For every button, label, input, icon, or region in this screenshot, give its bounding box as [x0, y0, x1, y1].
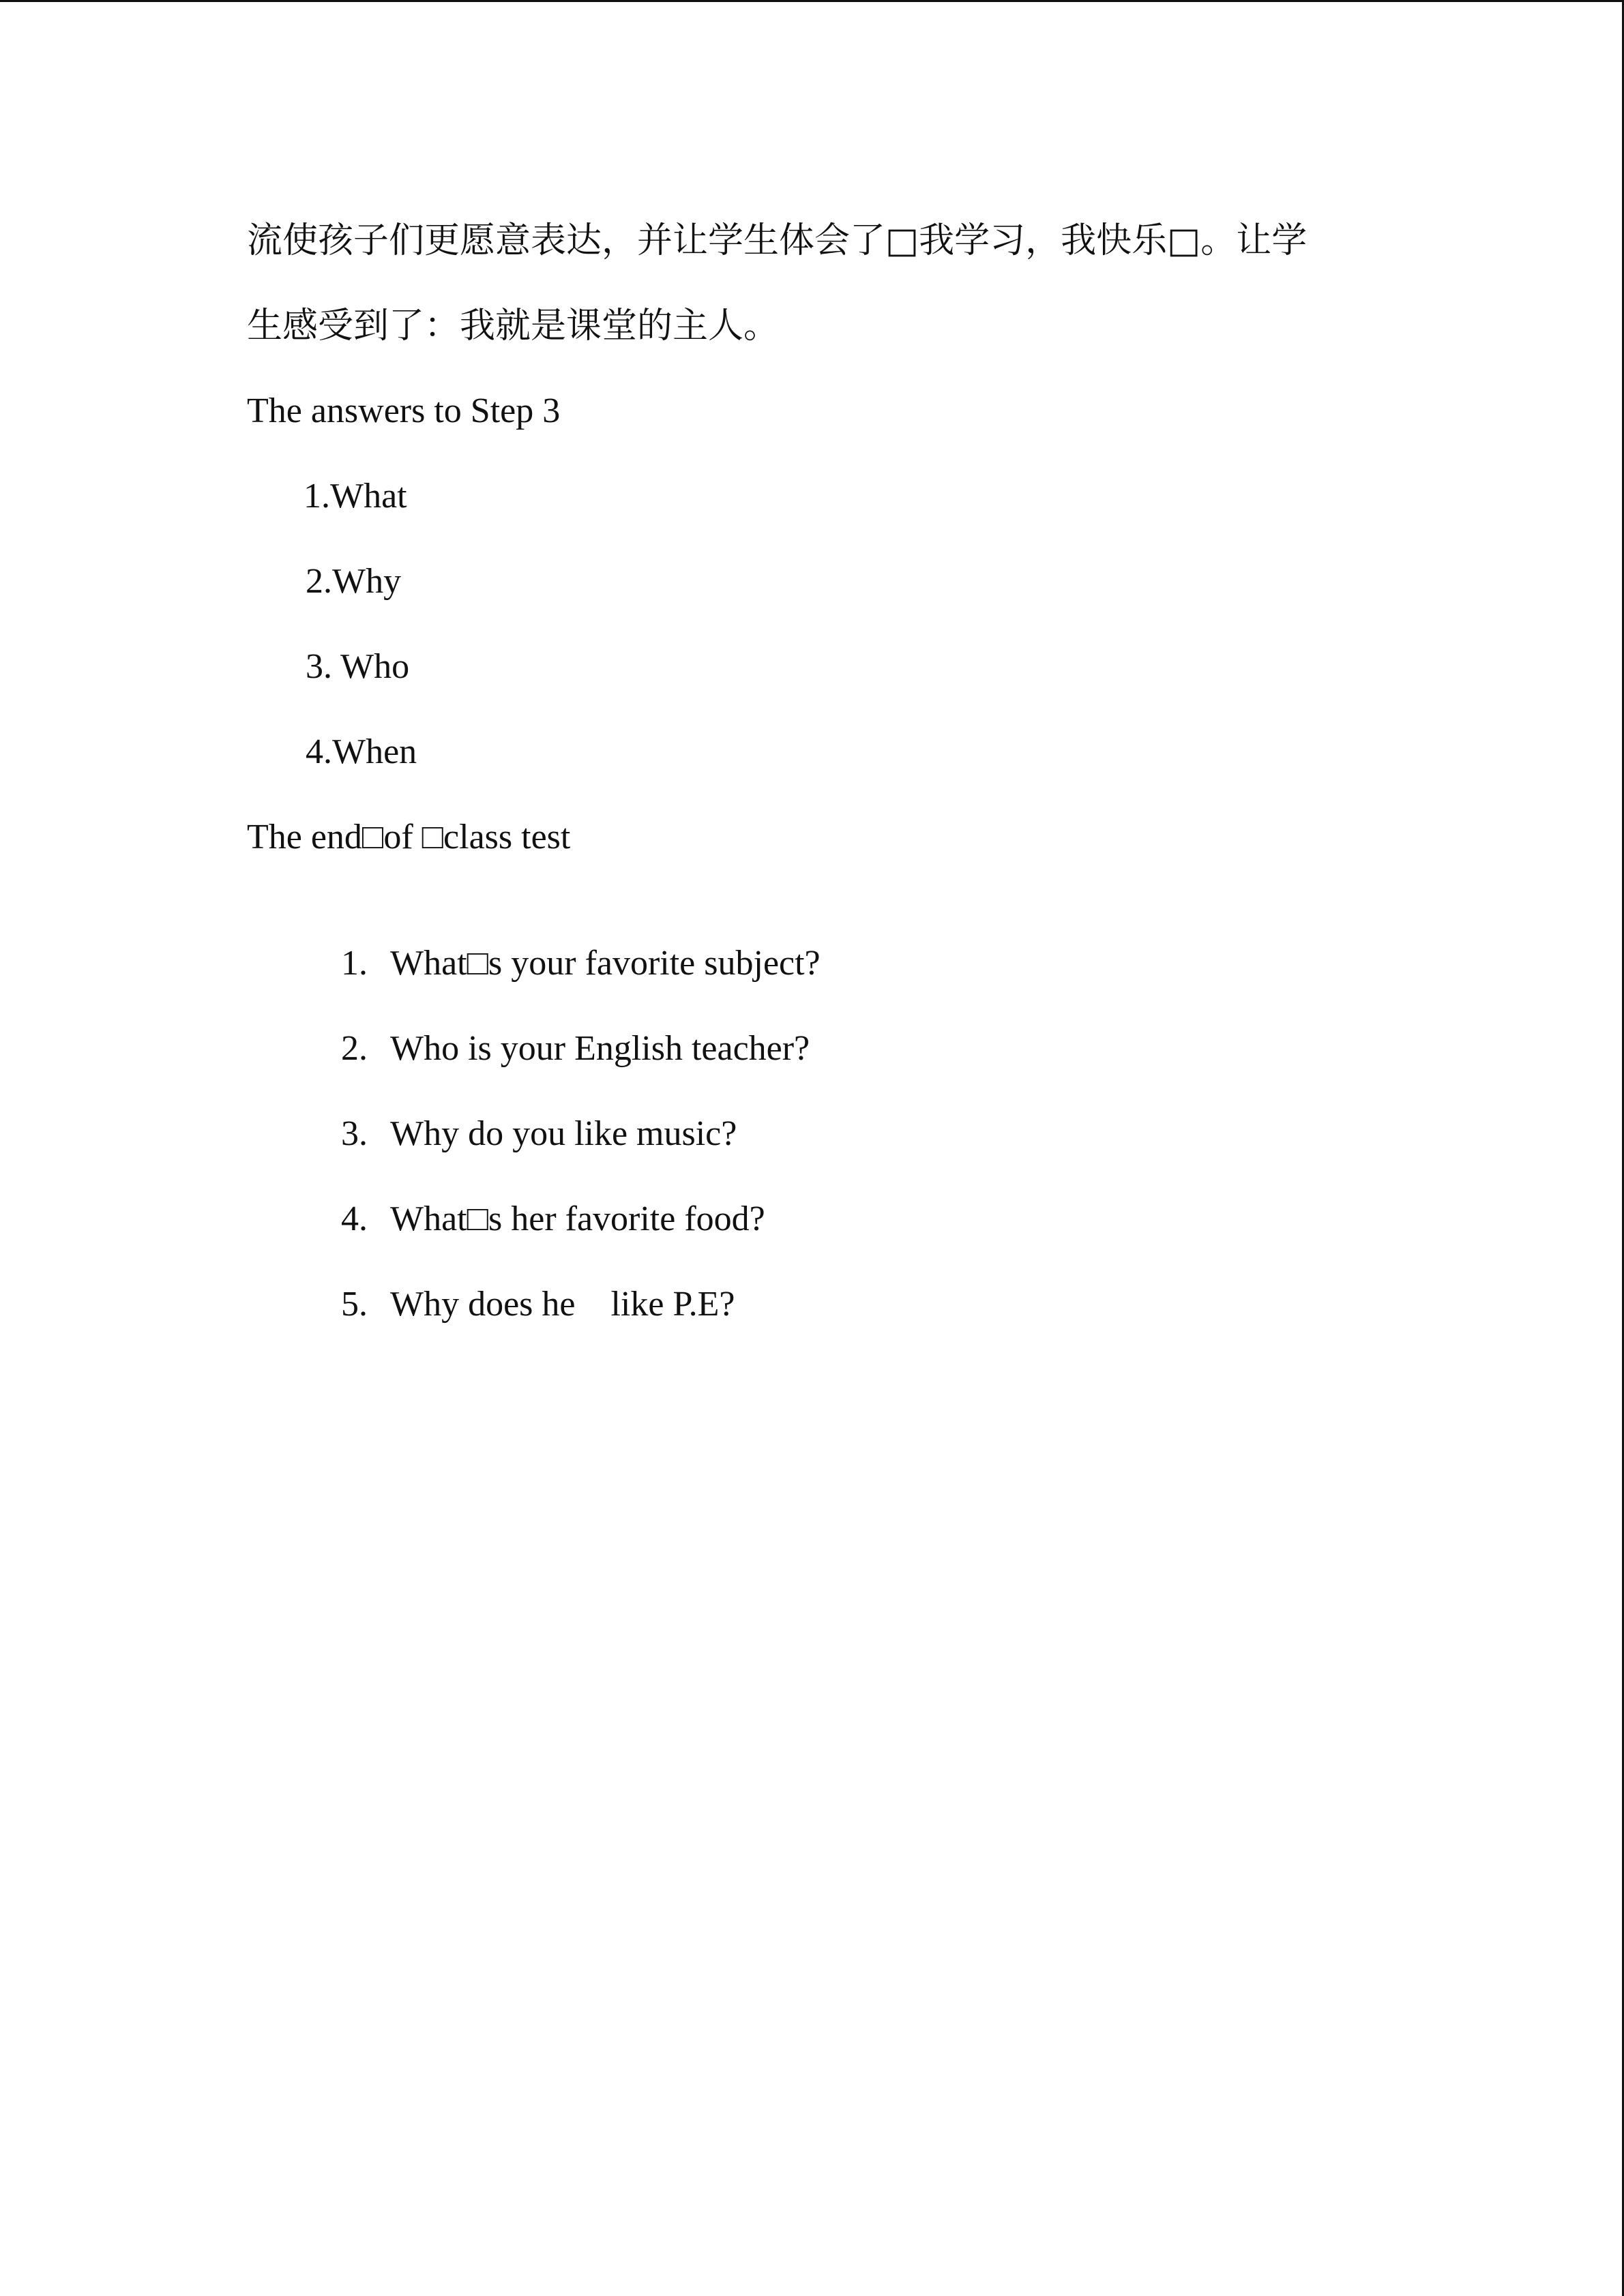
answer-item: 2.Why: [306, 562, 402, 601]
question-text: Who is your English teacher?: [390, 1029, 810, 1068]
question-number: 4.: [341, 1199, 368, 1238]
question-text: Why do you like music?: [390, 1114, 737, 1153]
question-number: 3.: [341, 1114, 368, 1153]
question-text: Why does he like P.E?: [390, 1285, 735, 1324]
answer-item: 1.What: [304, 477, 407, 516]
paragraph-line-2: 生感受到了：我就是课堂的主人。: [247, 305, 780, 346]
paragraph-line-1: 流使孩子们更愿意表达，并让学生体会了□我学习，我快乐□。让学: [247, 220, 1308, 261]
answers-heading: The answers to Step 3: [247, 391, 561, 430]
question-number: 5.: [341, 1285, 368, 1324]
test-question: [306, 1243, 735, 1366]
test-heading: The end□of □class test: [247, 818, 571, 856]
question-number: 1.: [341, 944, 368, 983]
answer-item: 3. Who: [306, 647, 410, 686]
answer-item: 4.When: [306, 732, 417, 771]
question-number: 2.: [341, 1029, 368, 1068]
question-text: What□s your favorite subject?: [390, 944, 821, 983]
question-text: What□s her favorite food?: [390, 1199, 765, 1238]
